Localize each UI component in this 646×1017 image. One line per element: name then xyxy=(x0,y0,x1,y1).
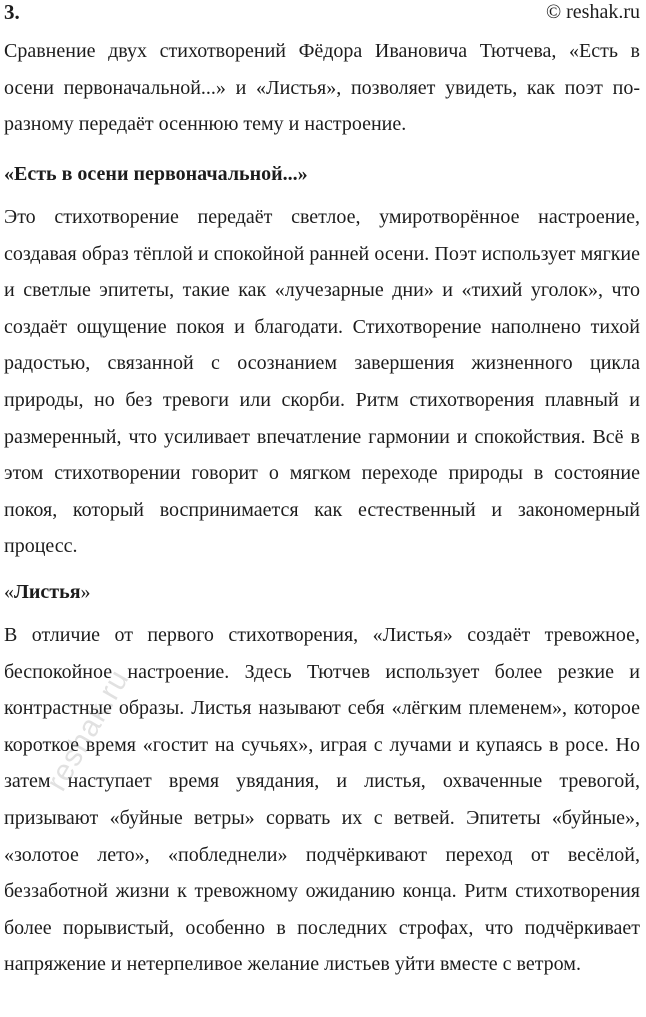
quote-close: » xyxy=(80,581,91,603)
quote-open: « xyxy=(4,581,14,603)
section-1-heading: «Есть в осени первоначальной...» xyxy=(4,163,308,185)
section-2-heading xyxy=(4,578,91,606)
intro-paragraph: Сравнение двух стихотворений Фёдора Ивановича Тютчева, «Есть в осени первоначальной...» и «Листья», позволяет увидеть, как поэт по-разному передаёт осеннюю тему и настроение. xyxy=(4,40,640,136)
section-1-paragraph: Это стихотворение передаёт светлое, умиротворённое настроение, создавая образ тёплой и спокойной ранней осени. Поэт использует мягкие и светлые эпитеты, такие как «лучезарные дни» и «тихий уголок», что создаёт ощущение покоя и благодати. Стихотворение наполнено тихой радостью, связанной с осознанием завершения жизненного цикла природы, но без тревоги или скорби. Ритм стихотворения плавный и размеренный, что усиливает впечатление гармонии и спокойствия. Всё в этом стихотворении говорит о мягком переходе природы в состояние покоя, который воспринимается как естественный и закономерный процесс. xyxy=(4,206,640,558)
page-header xyxy=(0,0,646,28)
watermark: reshak.ru xyxy=(40,663,136,797)
section-2-paragraph: В отличие от первого стихотворения, «Листья» создаёт тревожное, беспокойное настроение. Здесь Тютчев использует более резкие и контрастные образы. Листья называют себя «лёгким племенем», которое короткое время «гостит на сучьях», играя с лучами и купаясь в росе. Но затем наступает время увядания, и листья, охваченные тревогой, призывают «буйные ветры» сорвать их с ветвей. Эпитеты «буйные», «золотое лето», «побледнели» подчёркивают переход от весёлой, беззаботной жизни к тревожному ожиданию конца. Ритм стихотворения более порывистый, особенно в последних строфах, что подчёркивает напряжение и нетерпеливое желание листьев уйти вместе с ветром. xyxy=(4,624,640,976)
site-copyright: © reshak.ru xyxy=(545,1,640,23)
section-2-title: Листья xyxy=(14,581,81,603)
task-number: 3. xyxy=(4,0,20,24)
